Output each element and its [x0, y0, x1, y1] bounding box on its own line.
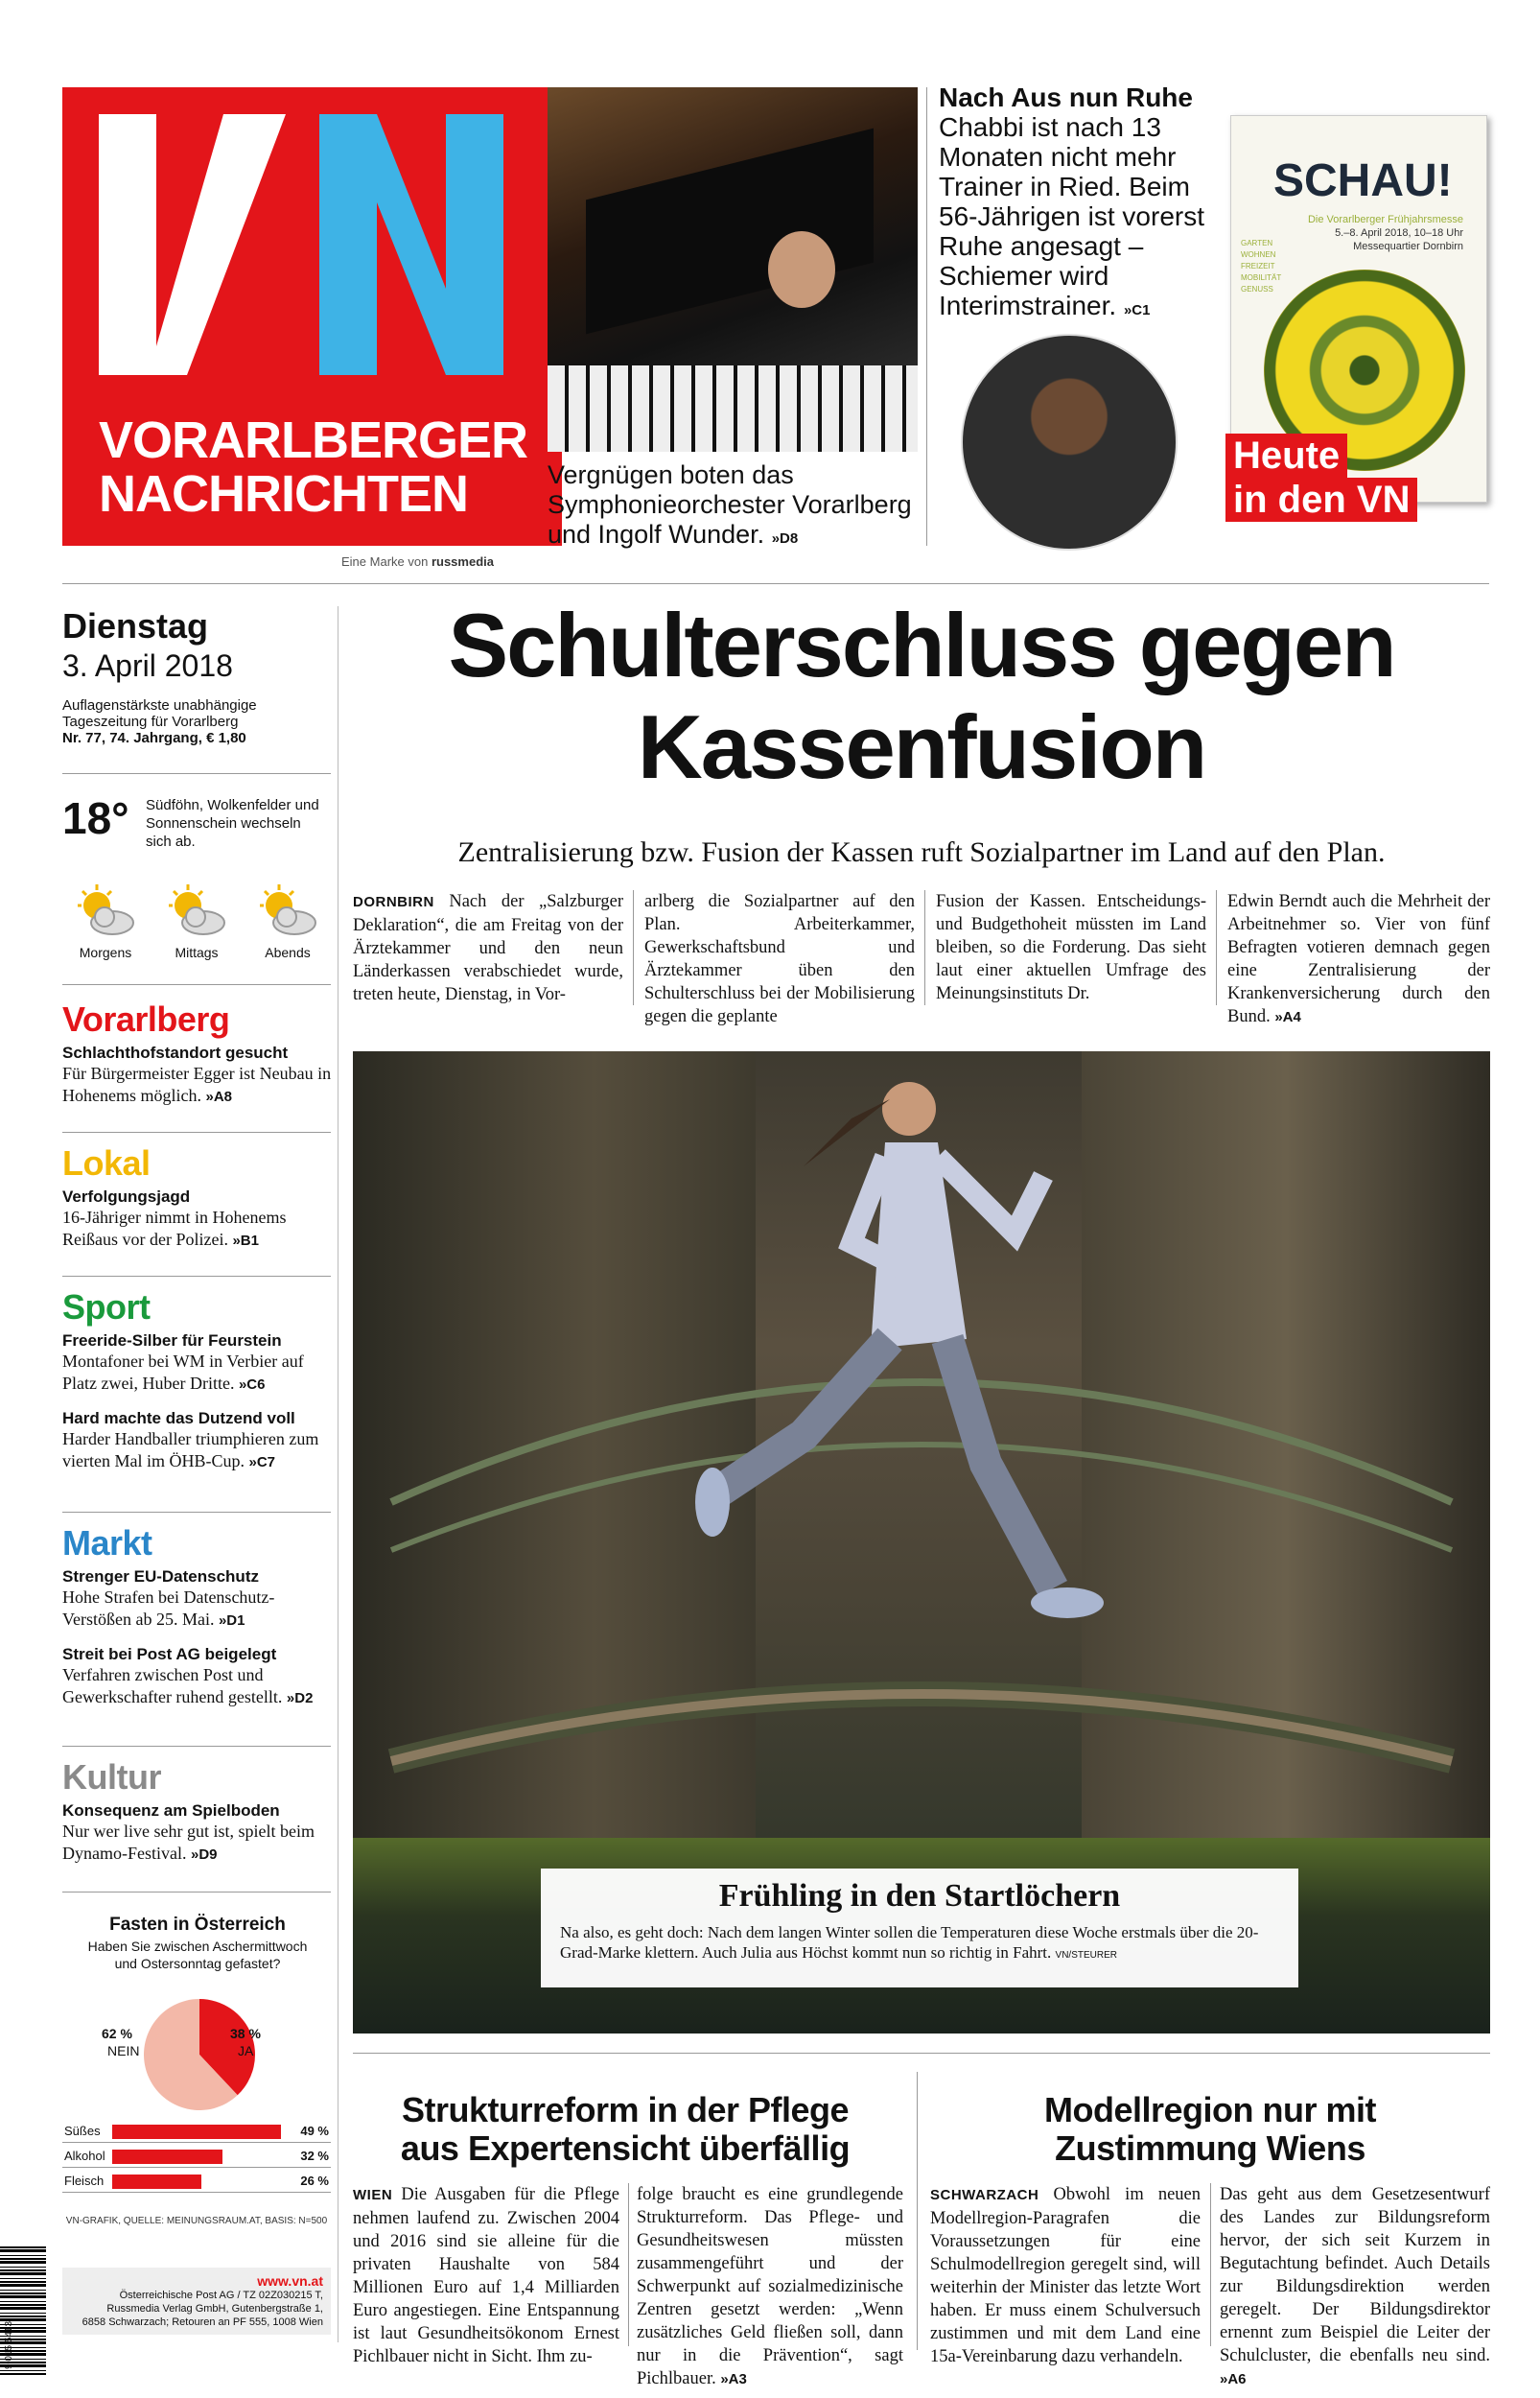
heute-banner[interactable]: [1225, 434, 1417, 522]
story-a-dateline: WIEN: [353, 2187, 393, 2203]
top-story-ref[interactable]: »C1: [1123, 302, 1151, 318]
poll-bar: [112, 2175, 201, 2189]
paper-info-2: Tageszeitung für Vorarlberg: [62, 714, 239, 730]
story-a-text-2: folge braucht es eine grundlegende Strukturreform. Das Pflege- und Gesundheitswesen müssten zusammengeführt und der Schwerpunkt auf sozialmedizinische Zentren gesetzt werden: „Wenn zusätzliches Geld fließen soll, dann nur in die Prävention“, sagt Pichlbauer.: [637, 2185, 903, 2388]
section-lokal[interactable]: [62, 1143, 333, 1252]
schau-dates: 5.–8. April 2018, 10–18 Uhr: [1335, 227, 1463, 239]
story-a-text-1: Die Ausgaben für die Pflege nehmen laufend zu. Zwischen 2004 und 2016 sind sie alleine für die privaten Haushalte von 584 Millionen Euro auf 1,4 Milliarden Euro angestiegen. Eine Entspannung ist laut Gesundheitsökonom Ernest Pichlbauer nicht in Sicht. Ihm zu-: [353, 2185, 620, 2366]
section-markt[interactable]: [62, 1523, 333, 1709]
teaser-title: Konsequenz am Spielboden: [62, 1801, 280, 1820]
story-a-headline-line1: Strukturreform in der Pflege: [401, 2090, 850, 2129]
story-a-headline[interactable]: [353, 2091, 898, 2168]
section-heading: Lokal: [62, 1143, 151, 1183]
heute-line1: Heute: [1225, 434, 1347, 478]
teaser-body: Nur wer live sehr gut ist, spielt beim Dynamo-Festival. »D9: [62, 1822, 315, 1863]
photo-caption-text: Na also, es geht doch: Nach dem langen Winter sollen die Temperaturen diese Woche erstmals über die 20-Grad-Marke klettern. Auch Julia aus Höchst kommt nun so richtig in Fahrt.: [560, 1923, 1259, 1962]
poll-ja-label: JA: [238, 2043, 254, 2058]
date-text: 3. April 2018: [62, 648, 233, 683]
teaser-title: Schlachthofstandort gesucht: [62, 1044, 289, 1062]
poll-bar-label: Fleisch: [64, 2174, 105, 2188]
teaser-ref[interactable]: »D1: [218, 1612, 245, 1629]
poll-graphic: [62, 1915, 333, 1972]
poll-ja-pct: 38 %: [230, 2026, 261, 2041]
schau-tag-1: WOHNEN: [1241, 250, 1276, 259]
russmedia-line: [341, 554, 494, 569]
teaser-ref[interactable]: »D9: [190, 1846, 218, 1863]
photo-credit: VN/STEURER: [1055, 1950, 1117, 1961]
weekday: Dienstag: [62, 606, 209, 646]
poll-bar: [112, 2125, 281, 2139]
footer-line2: Russmedia Verlag GmbH, Gutenbergstraße 1,: [106, 2303, 323, 2315]
lead-ref[interactable]: »A4: [1274, 1009, 1301, 1025]
schau-tag-3: MOBILITÄT: [1241, 273, 1282, 282]
section-heading: Vorarlberg: [62, 999, 230, 1039]
marke-text: Eine Marke von: [341, 554, 429, 569]
teaser-body: Für Bürgermeister Egger ist Neubau in Hohenems möglich. »A8: [62, 1064, 332, 1105]
teaser-title: Streit bei Post AG beigelegt: [62, 1645, 277, 1663]
teaser-ref[interactable]: »C6: [238, 1376, 266, 1393]
weather-temp: 18°: [62, 793, 129, 843]
story-a-col-2: [637, 2183, 903, 2391]
poll-bar-value: 32 %: [300, 2149, 329, 2163]
lead-col-4: [1227, 890, 1490, 1029]
teaser-title: Hard machte das Dutzend voll: [62, 1409, 295, 1427]
schau-title: SCHAU!: [1273, 155, 1453, 206]
story-a-ref[interactable]: »A3: [720, 2371, 747, 2387]
story-b-col-1: [930, 2183, 1201, 2368]
sun-cloud-icon: [163, 882, 230, 940]
story-b-ref[interactable]: »A6: [1220, 2371, 1247, 2387]
lead-text-4: Edwin Berndt auch die Mehrheit der Arbeitnehmer so. Vier von fünf Befragten votieren demnach gegen eine Zentralisierung der Krankenversicherung durch den Bund.: [1227, 892, 1490, 1026]
poll-bar-row: [62, 2172, 331, 2193]
period-label: Abends: [265, 945, 311, 960]
lead-headline[interactable]: [353, 595, 1490, 798]
teaser-body: 16-Jähriger nimmt in Hohenems Reißaus vor der Polizei. »B1: [62, 1208, 287, 1249]
footer-imprint: [62, 2268, 331, 2335]
poll-bar-row: [62, 2122, 331, 2143]
date-block: [62, 606, 331, 746]
section-heading: Kultur: [62, 1757, 161, 1797]
lead-col-1: [353, 890, 623, 1006]
story-b-col-2: [1220, 2183, 1490, 2391]
photo-title: Frühling in den Startlöchern: [718, 1878, 1121, 1914]
brand-name-line2: NACHRICHTEN: [99, 465, 468, 523]
marke-brand: russmedia: [431, 554, 494, 569]
lead-text-3: Fusion der Kassen. Entscheidungs- und Budgethoheit müssten im Land bleiben, so die Forderung. Das sieht laut einer aktuellen Umfrage des Meinungsinstituts Dr.: [936, 892, 1206, 1003]
poll-bar-row: [62, 2147, 331, 2168]
schau-tag-4: GENUSS: [1241, 285, 1273, 294]
poll-title: Fasten in Österreich: [109, 1915, 286, 1935]
story-b-text-1: Obwohl im neuen Modellregion-Paragrafen die Voraussetzungen für eine Schulmodellregion geregelt sind, will weiterhin der Minister das letzte Wort haben. Er muss einem Schulversuch zustimmen und mit dem Land eine 15a-Vereinbarung dazu verhandeln.: [930, 2185, 1202, 2366]
paper-info-1: Auflagenstärkste unabhängige: [62, 697, 257, 714]
chabbi-portrait: [961, 334, 1178, 551]
section-heading: Markt: [62, 1523, 152, 1563]
poll-bar-label: Süßes: [64, 2124, 101, 2138]
top-story: [939, 82, 1217, 325]
story-b-text-2: Das geht aus dem Gesetzesentwurf des Landes zur Bildungsreform hervor, der sich seit Kurzem in Begutachtung befindet. Auch Details zur Bildungsdirektion werden geregelt. Der Bildungsdirektor ernennt zum Beispiel die Leiter der Schulcluster, die ebenfalls neu sind.: [1220, 2185, 1490, 2365]
schau-tag-2: FREIZEIT: [1241, 262, 1275, 270]
poll-nein-pct: 62 %: [102, 2026, 132, 2041]
photo-caption-box: [541, 1869, 1298, 1987]
photo-caption: [560, 1922, 1279, 1965]
story-a-headline-line2: aus Expertensicht überfällig: [400, 2128, 851, 2168]
lead-headline-line2: Kassenfusion: [637, 696, 1206, 797]
schau-tag-0: GARTEN: [1241, 239, 1273, 247]
lead-dateline: DORNBIRN: [353, 894, 434, 910]
poll-bars: [62, 2122, 331, 2200]
top-story-title: Nach Aus nun Ruhe: [939, 82, 1193, 112]
weather-midday: [153, 882, 240, 960]
poll-question: Haben Sie zwischen Aschermittwoch und Ostersonntag gefastet?: [87, 1939, 308, 1971]
section-sport[interactable]: [62, 1287, 333, 1473]
top-story-text: Chabbi ist nach 13 Monaten nicht mehr Trainer in Ried. Beim 56-Jährigen ist vorerst Ruhe angesagt – Schiemer wird Interimstrainer.: [939, 112, 1205, 320]
teaser-ref[interactable]: »A8: [205, 1089, 233, 1105]
weather-morning: [62, 882, 149, 960]
lead-text-1: Nach der „Salzburger Deklaration“, die am Freitag von der Ärztekammer und den neun Länderkassen verabschiedet wurde, treten heute, Dienstag, in Vor-: [353, 892, 623, 1004]
story-b-headline-line2: Zustimmung Wiens: [1055, 2128, 1365, 2168]
lead-subtitle: Zentralisierung bzw. Fusion der Kassen ruft Sozialpartner im Land auf den Plan.: [457, 836, 1386, 868]
poll-bar-label: Alkohol: [64, 2149, 105, 2163]
poll-nein-label: NEIN: [107, 2043, 140, 2058]
story-b-dateline: SCHWARZACH: [930, 2187, 1039, 2203]
lead-text-2: arlberg die Sozialpartner auf den Plan. Arbeiterkammer, Gewerkschaftsbund und Ärztekammer üben den Schulterschluss bei der Mobilisierung gegen die geplante: [644, 892, 915, 1026]
story-a-col-1: [353, 2183, 619, 2368]
poll-source: VN-GRAFIK, QUELLE: MEINUNGSRAUM.AT, BASIS: N=500: [65, 2216, 328, 2226]
teaser-body: Hohe Strafen bei Datenschutz-Verstößen ab 25. Mai. »D1: [62, 1587, 275, 1629]
vn-logo-icon: [62, 87, 562, 413]
section-heading: Sport: [62, 1287, 151, 1327]
runner-photo: [353, 1051, 1490, 2034]
weather-desc: Südföhn, Wolkenfelder und Sonnenschein wechseln sich ab.: [146, 797, 319, 850]
poll-bar: [112, 2150, 222, 2164]
sun-cloud-icon: [254, 882, 321, 940]
heute-line2: in den VN: [1225, 478, 1417, 522]
masthead-rule: [62, 583, 1489, 584]
section-kultur[interactable]: [62, 1757, 333, 1866]
teaser-ref[interactable]: »D2: [286, 1690, 314, 1706]
orchestra-caption: [548, 460, 922, 553]
schau-venue: Messequartier Dornbirn: [1353, 241, 1463, 252]
period-label: Morgens: [79, 945, 132, 960]
orchestra-caption-text: Vergnügen boten das Symphonieorchester Vorarlberg und Ingolf Wunder.: [548, 460, 912, 549]
teaser-body: Verfahren zwischen Post und Gewerkschafter ruhend gestellt. »D2: [62, 1665, 314, 1706]
barcode-number: 9 015 5413: [4, 2320, 14, 2369]
teaser-ref[interactable]: »C7: [248, 1454, 276, 1470]
footer-line3: 6858 Schwarzach; Retouren an PF 555, 1008 Wien: [82, 2316, 323, 2328]
paper-info-3: Nr. 77, 74. Jahrgang, € 1,80: [62, 730, 246, 746]
weather-evening: [245, 882, 331, 960]
sun-cloud-icon: [72, 882, 139, 940]
period-label: Mittags: [175, 945, 219, 960]
teaser-title: Verfolgungsjagd: [62, 1187, 191, 1206]
poll-bar-value: 26 %: [300, 2174, 329, 2188]
lead-col-2: [644, 890, 915, 1028]
poll-bar-value: 49 %: [300, 2124, 329, 2138]
section-vorarlberg[interactable]: [62, 999, 333, 1108]
story-b-headline[interactable]: [930, 2091, 1490, 2168]
footer-url[interactable]: www.vn.at: [257, 2273, 323, 2289]
teaser-title: Strenger EU-Datenschutz: [62, 1567, 259, 1586]
brand-name-line1: VORARLBERGER: [99, 411, 528, 469]
footer-line1: Österreichische Post AG / TZ 02Z030215 T,: [119, 2290, 323, 2301]
teaser-title: Freeride-Silber für Feurstein: [62, 1331, 282, 1350]
teaser-body: Harder Handballer triumphieren zum vierten Mal im ÖHB-Cup. »C7: [62, 1429, 319, 1470]
lead-headline-line1: Schulterschluss gegen: [448, 595, 1395, 695]
story-b-headline-line1: Modellregion nur mit: [1044, 2090, 1376, 2129]
teaser-ref[interactable]: »B1: [232, 1233, 259, 1249]
teaser-body: Montafoner bei WM in Verbier auf Platz zwei, Huber Dritte. »C6: [62, 1352, 304, 1393]
lead-col-3: [936, 890, 1206, 1005]
orchestra-ref[interactable]: »D8: [771, 530, 799, 547]
schau-sub: Die Vorarlberger Frühjahrsmesse: [1307, 214, 1463, 225]
masthead-logo: [62, 87, 562, 546]
orchestra-photo: [548, 87, 918, 452]
